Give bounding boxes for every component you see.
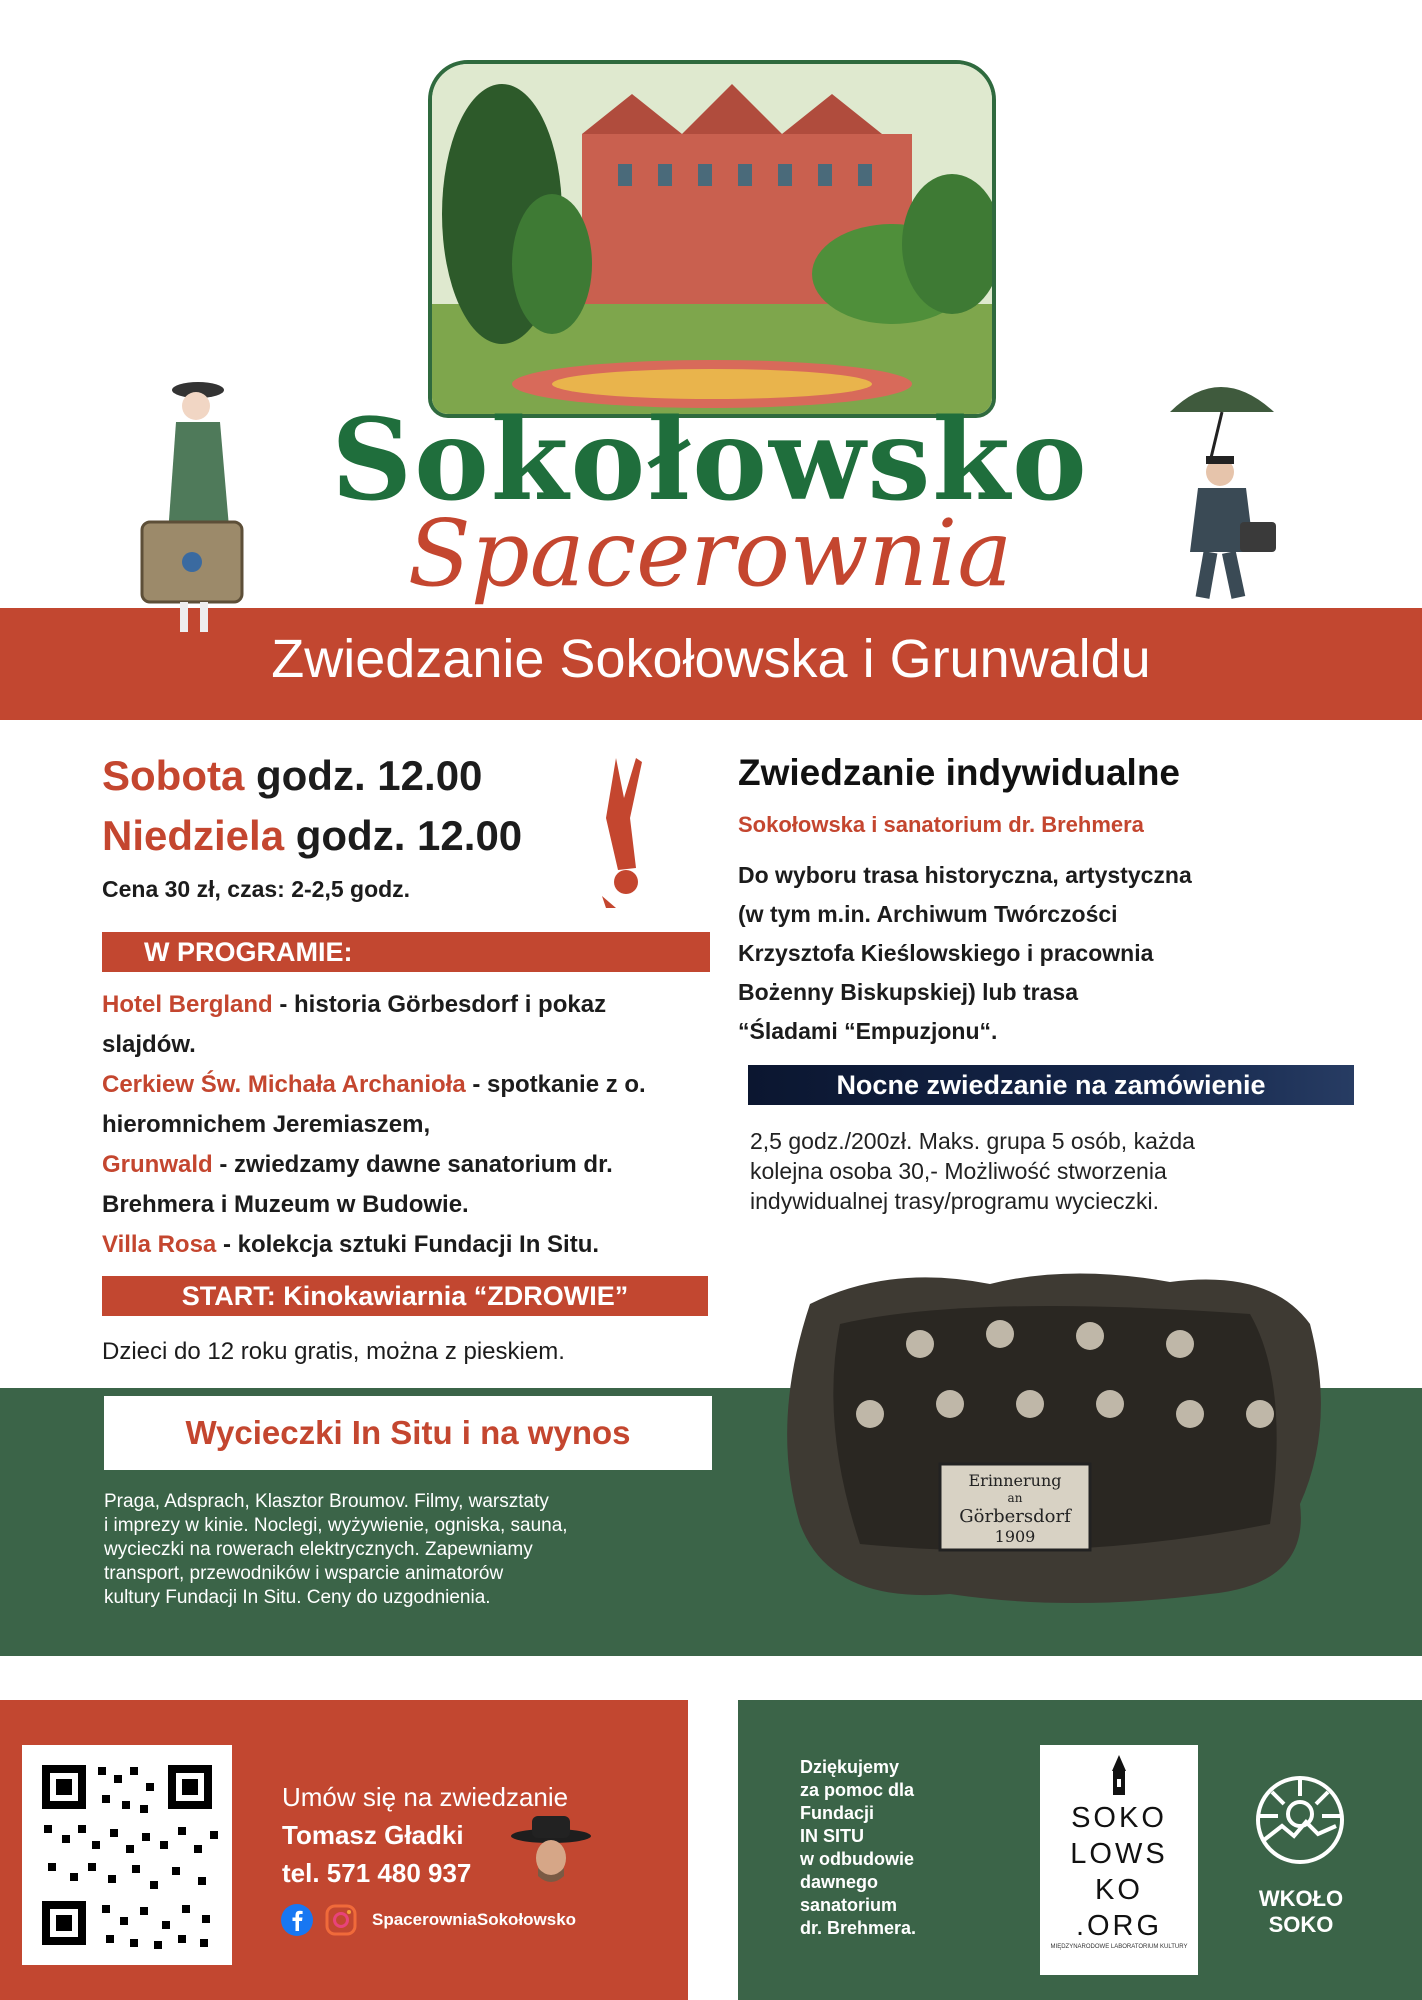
acrobat-figure-illustration (596, 758, 650, 910)
program-item-name: Villa Rosa (102, 1231, 217, 1258)
program-item-desc: - historia Görbesdorf i pokaz slajdów. (102, 991, 607, 1058)
night-tour-description (750, 1126, 1310, 1216)
thanks-line: dawnego (800, 1872, 879, 1892)
photo-sign-line: Görbersdorf (959, 1506, 1071, 1527)
description-line: kultury Fundacji In Situ. Ceny do uzgodnienia. (104, 1587, 491, 1608)
band-title: Zwiedzanie Sokołowska i Grunwaldu (271, 629, 1151, 689)
trips-description (104, 1490, 684, 1610)
man-with-umbrella-illustration (1150, 372, 1290, 606)
program-item (102, 1145, 702, 1225)
logo-line: .ORG (1075, 1910, 1163, 1942)
social-links (280, 1902, 576, 1938)
thanks-line: sanatorium (800, 1895, 898, 1915)
tower-icon (1104, 1755, 1134, 1797)
program-item (102, 985, 702, 1065)
logo-line: SOKO (1268, 1912, 1334, 1937)
description-line: wycieczki na rowerach elektrycznych. Zapewniamy (104, 1539, 533, 1560)
contact-name: Tomasz Gładki (282, 1820, 464, 1850)
description-line: indywidualnej trasy/programu wycieczki. (750, 1188, 1160, 1214)
thanks-line: IN SITU (800, 1826, 865, 1846)
individual-tour-description (738, 856, 1298, 1051)
thanks-line: Dziękujemy (800, 1757, 900, 1777)
logo-line: SOKO (1071, 1802, 1167, 1834)
description-line: Praga, Adsprach, Klasztor Broumov. Filmy, warsztaty (104, 1491, 549, 1512)
sokolowsko-org-tagline: MIĘDZYNARODOWE LABORATORIUM KULTURY (1050, 1944, 1188, 1950)
photo-sign-line: an (1007, 1491, 1023, 1505)
program-item-name: Cerkiew Św. Michała Archanioła (102, 1071, 466, 1098)
description-line: Bożenny Biskupskiej) lub trasa (738, 979, 1078, 1005)
schedule-time: godz. 12.00 (295, 812, 523, 859)
description-line: 2,5 godz./200zł. Maks. grupa 5 osób, każda (750, 1128, 1195, 1154)
historical-group-photo (770, 1264, 1336, 1612)
schedule-sunday (102, 812, 522, 860)
contact-phone[interactable]: tel. 571 480 937 (282, 1858, 472, 1888)
program-item-desc: - zwiedzamy dawne sanatorium dr. Brehmera i Muzeum w Budowie. (102, 1151, 613, 1218)
description-line: i imprezy w kinie. Noclegi, wyżywienie, ogniska, sauna, (104, 1515, 568, 1536)
facebook-icon[interactable] (280, 1903, 314, 1937)
guide-portrait (508, 1812, 594, 1888)
description-line: Do wyboru trasa historyczna, artystyczna (738, 862, 1192, 888)
schedule-day: Sobota (102, 752, 245, 799)
page-subtitle-script: Spacerownia (407, 500, 1013, 607)
individual-tour-title: Zwiedzanie indywidualne (738, 752, 1181, 793)
description-line: kolejna osoba 30,- Możliwość stworzenia (750, 1158, 1167, 1184)
program-item (102, 1065, 702, 1145)
photo-sign-line: Erinnerung (968, 1471, 1062, 1490)
photo-sign-line: 1909 (994, 1527, 1036, 1546)
program-item-desc: - spotkanie z o. hieromnichem Jeremiaszem, (102, 1071, 646, 1138)
description-line: (w tym m.in. Archiwum Twórczości (738, 901, 1118, 927)
thanks-line: dr. Brehmera. (800, 1918, 917, 1938)
logo-line: WKOŁO (1258, 1886, 1344, 1911)
program-header: W PROGRAMIE: (102, 932, 710, 972)
individual-tour-subtitle: Sokołowska i sanatorium dr. Brehmera (738, 812, 1144, 837)
trips-title: Wycieczki In Situ i na wynos (104, 1396, 712, 1470)
price-info: Cena 30 zł, czas: 2-2,5 godz. (102, 876, 411, 902)
description-line: Krzysztofa Kieślowskiego i pracownia (738, 940, 1154, 966)
instagram-icon[interactable] (324, 1903, 358, 1937)
wkolo-soko-emblem (1254, 1774, 1346, 1866)
thanks-note (800, 1756, 960, 1940)
sanatorium-postcard-image (428, 60, 996, 418)
contact-lead: Umów się na zwiedzanie (282, 1782, 569, 1812)
thanks-line: w odbudowie (800, 1849, 914, 1869)
schedule-saturday (102, 752, 482, 800)
thanks-line: Fundacji (800, 1803, 875, 1823)
wkolo-soko-wordmark (1226, 1886, 1376, 1938)
kids-note: Dzieci do 12 roku gratis, można z pieskiem. (102, 1338, 565, 1365)
schedule-time: godz. 12.00 (256, 752, 483, 799)
program-list (102, 985, 702, 1265)
program-item-name: Grunwald (102, 1151, 213, 1178)
page-title: Sokołowsko (331, 395, 1089, 526)
logo-line: KO (1095, 1874, 1143, 1906)
lady-with-suitcase-illustration (136, 372, 260, 636)
program-item-name: Hotel Bergland (102, 991, 273, 1018)
logo-line: LOWS (1070, 1838, 1168, 1870)
program-item-desc: - kolekcja sztuki Fundacji In Situ. (216, 1231, 600, 1258)
description-line: transport, przewodników i wsparcie animatorów (104, 1563, 504, 1584)
thanks-line: za pomoc dla (800, 1780, 915, 1800)
sokolowsko-org-wordmark (1040, 1800, 1198, 1944)
social-handle[interactable]: SpacerowniaSokołowsko (372, 1910, 577, 1929)
start-location-bar: START: Kinokawiarnia “ZDROWIE” (102, 1276, 708, 1316)
description-line: “Śladami “Empuzjonu“. (738, 1018, 998, 1044)
program-item (102, 1225, 702, 1265)
night-tour-header: Nocne zwiedzanie na zamówienie (748, 1065, 1354, 1105)
schedule-day: Niedziela (102, 812, 285, 859)
qr-code[interactable] (22, 1745, 232, 1965)
